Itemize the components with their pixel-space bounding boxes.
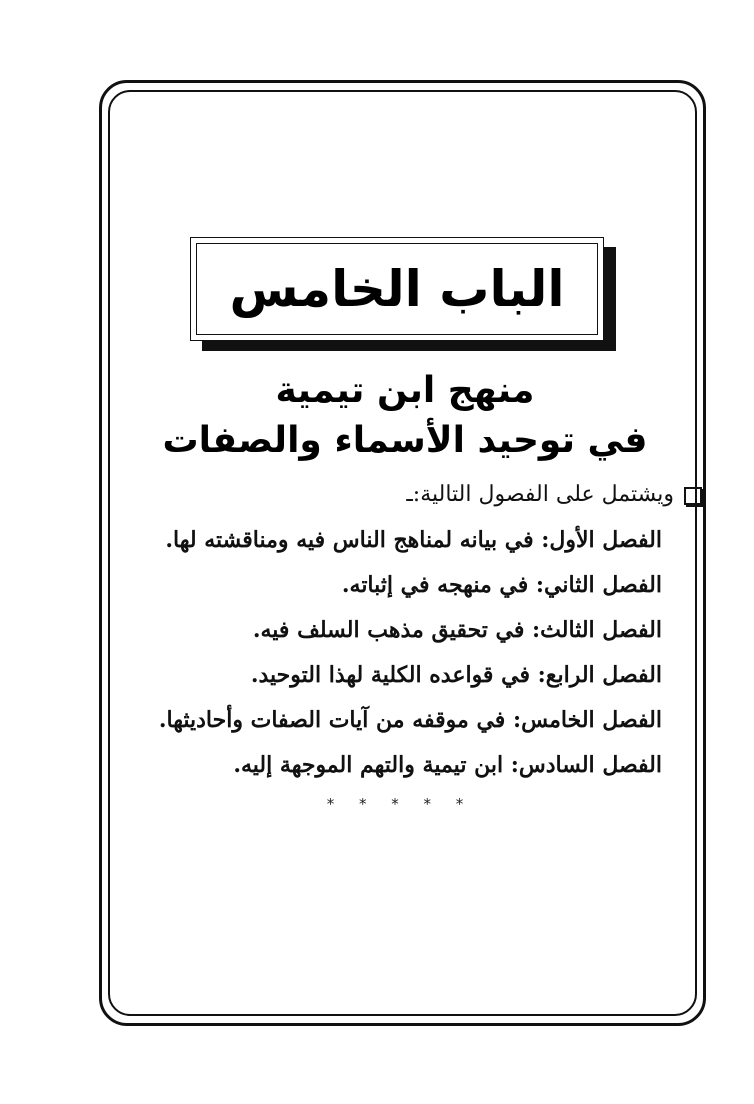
chapter-item-1: الفصل الأول: في بيانه لمناهج الناس فيه ومناقشته لها. [165,527,662,553]
subtitle-line-2: في توحيد الأسماء والصفات [162,420,648,461]
title-box-frame [190,237,604,341]
star-separator: * * * * * [326,795,474,813]
chapter-item-4: الفصل الرابع: في قواعده الكلية لهذا التوحيد. [250,662,662,688]
intro-text: ويشتمل على الفصول التالية:ـ [406,482,674,507]
chapter-list [158,518,662,788]
chapter-item-6: الفصل السادس: ابن تيمية والتهم الموجهة إليه. [233,752,662,778]
chapter-item-5: الفصل الخامس: في موقفه من آيات الصفات وأحاديثها. [158,707,662,733]
chapter-item-3: الفصل الثالث: في تحقيق مذهب السلف فيه. [252,617,662,643]
chapter-item-2: الفصل الثاني: في منهجه في إثباته. [341,572,662,598]
subtitle-line-1: منهج ابن تيمية [275,370,535,411]
intro-line [142,482,702,507]
part-title: الباب الخامس [196,243,598,335]
checkbox-bullet-icon [684,487,702,505]
chapter-title-box [190,237,604,341]
